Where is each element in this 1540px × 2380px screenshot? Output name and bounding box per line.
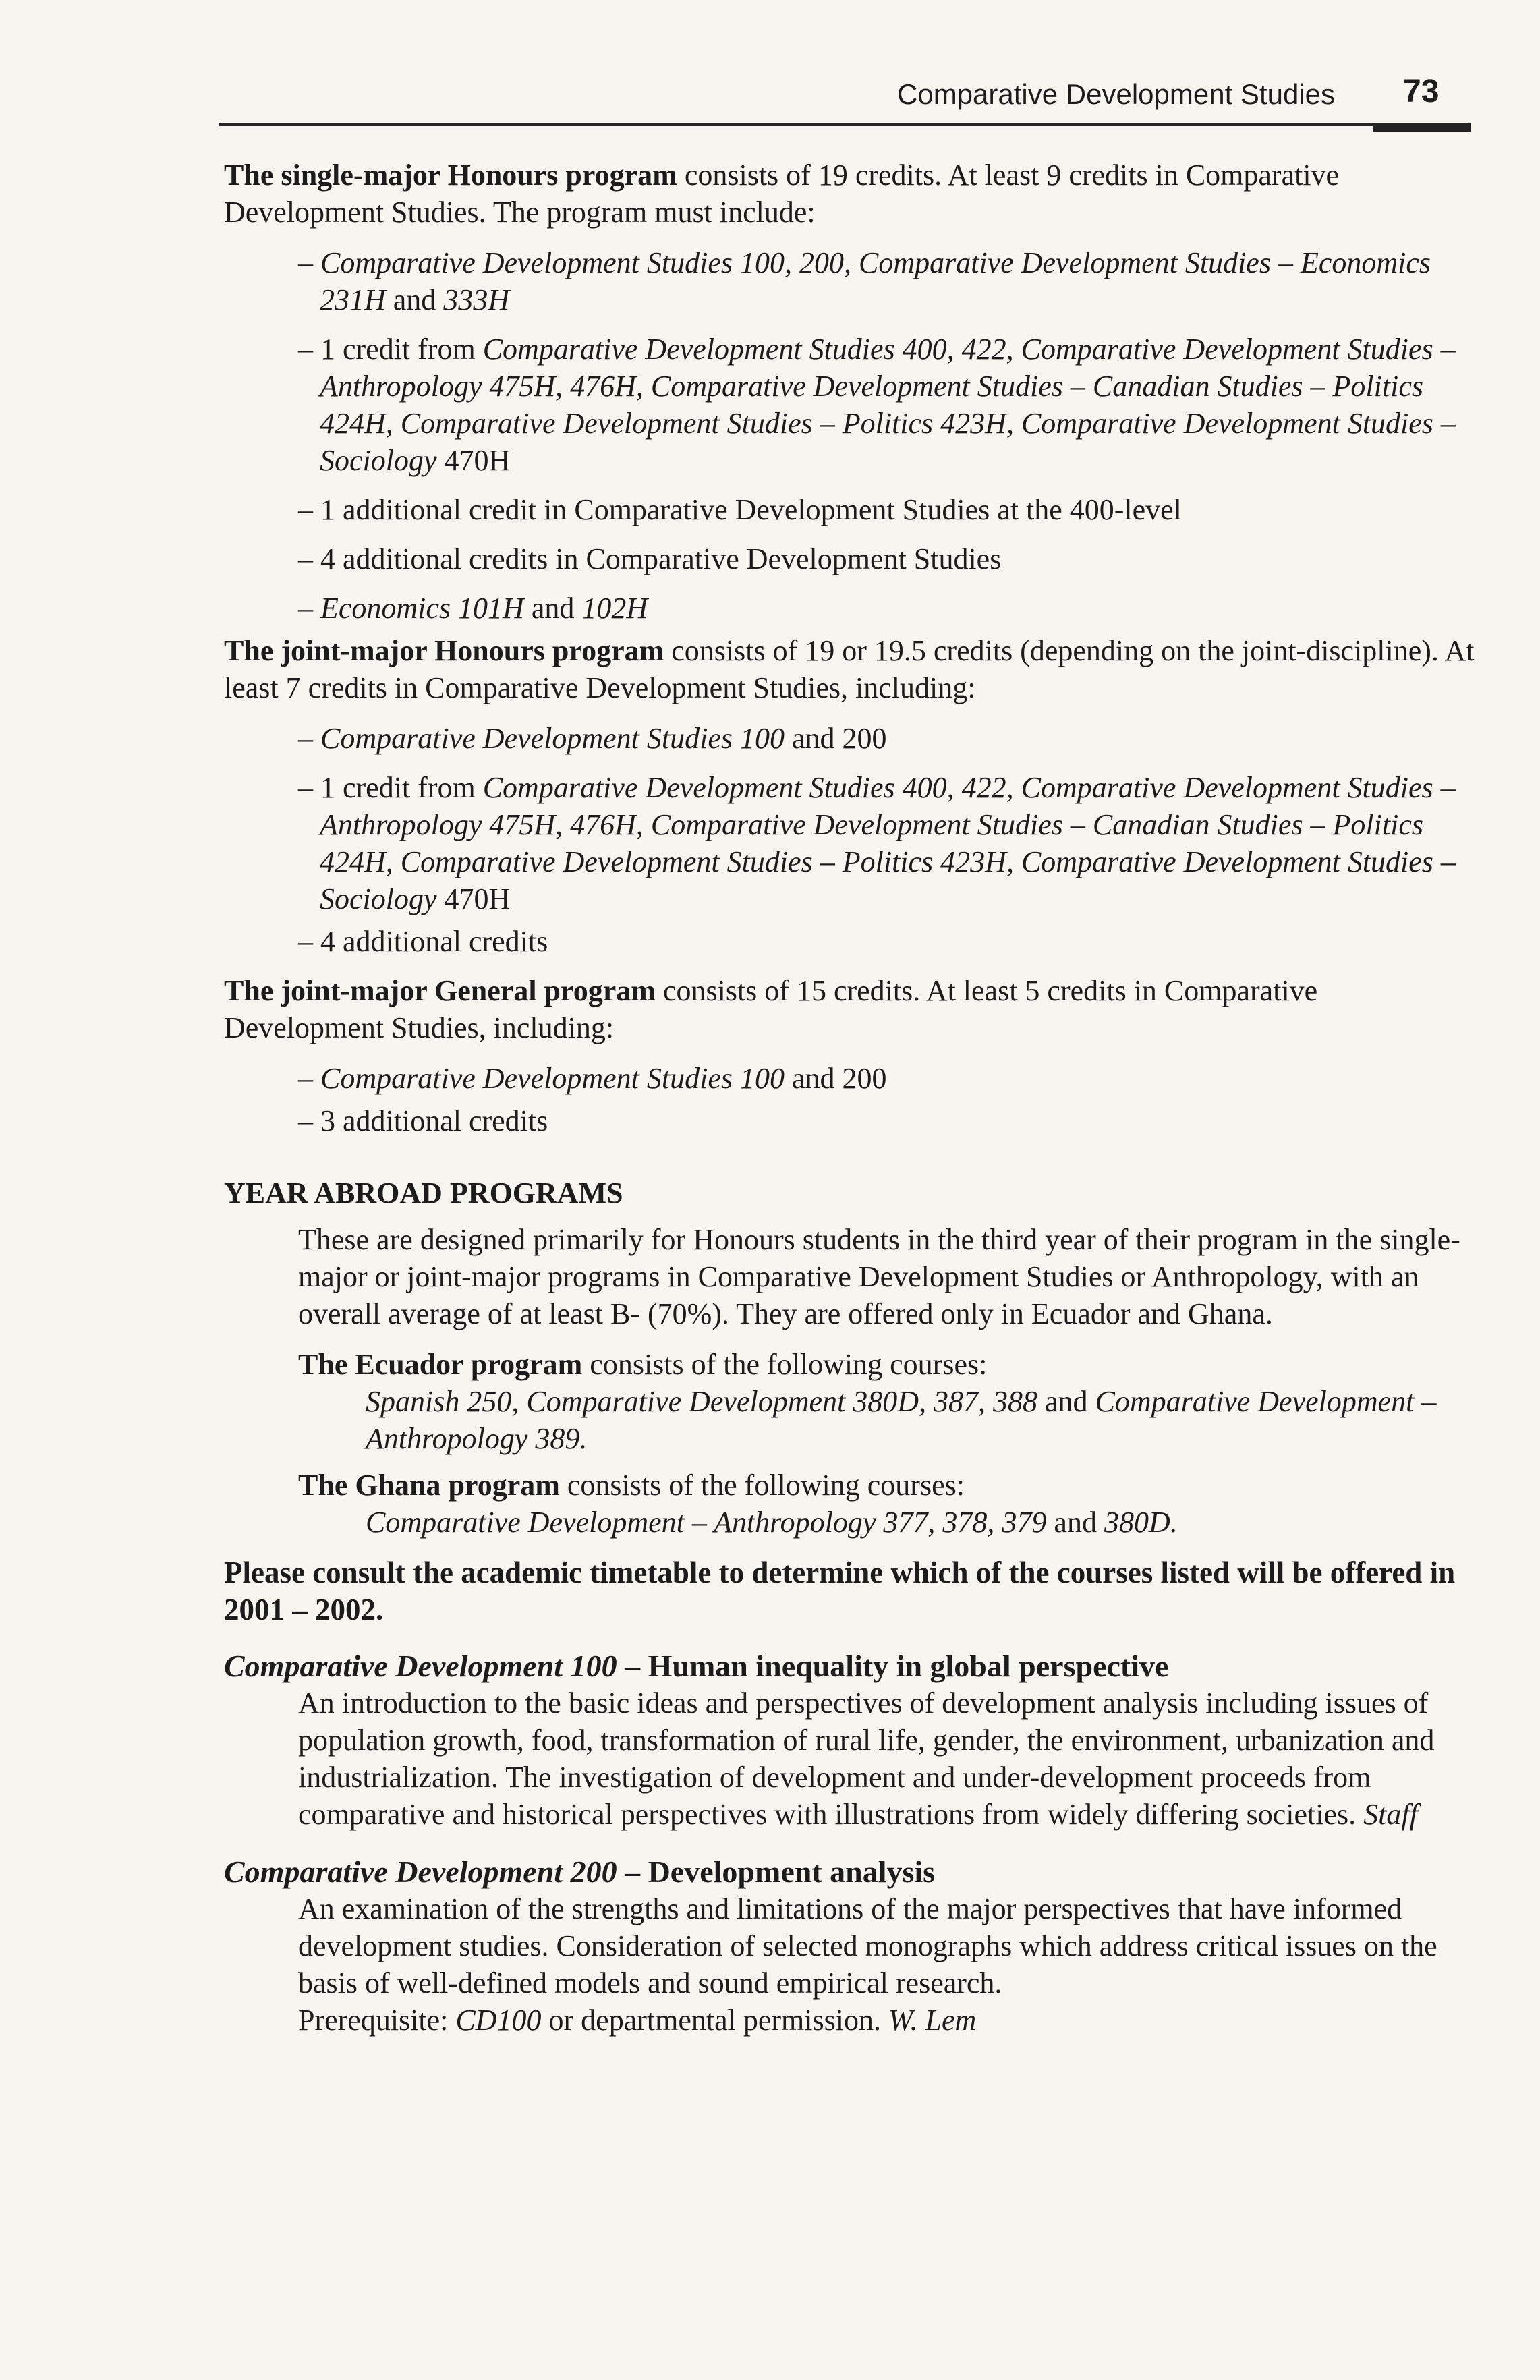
joint-major-general-text: consists of 15 credits. At least 5 credits in Comparative Development Studies, including:: [224, 974, 1318, 1044]
list-item: – Comparative Development Studies 100 and 200: [298, 722, 887, 755]
list-item: – 3 additional credits: [298, 1104, 548, 1137]
joint-major-general-requirements: [298, 1060, 1479, 1139]
course-instructor: W. Lem: [888, 2004, 977, 2037]
list-item: – Comparative Development Studies 100, 200, Comparative Development Studies – Economics 231H and 333H: [298, 246, 1431, 316]
joint-major-honours-paragraph: [224, 632, 1479, 706]
course-instructor: Staff: [1363, 1798, 1418, 1831]
section-heading: YEAR ABROAD PROGRAMS: [224, 1177, 623, 1210]
joint-major-honours-lead: The joint-major Honours program: [224, 634, 664, 667]
course-title: Comparative Development 200 – Development analysis: [224, 1854, 936, 1889]
list-item: – 1 credit from Comparative Development Studies 400, 422, Comparative Development Studies – Anthropology 475H, 476H, Comparative Development Studies – Canadian Studies – Politics 424H, Comparative Development Studies – Politics 423H, Comparative Development Studies – Sociology 470H: [298, 333, 1456, 477]
list-item: – Economics 101H and 102H: [298, 592, 648, 625]
joint-major-general-paragraph: [224, 972, 1479, 1046]
single-major-paragraph: [224, 157, 1479, 231]
header-rule: [219, 123, 1471, 126]
ghana-courses: Comparative Development – Anthropology 377, 378, 379 and 380D.: [366, 1506, 1178, 1539]
page-body: [224, 157, 1479, 2052]
header-rule-mark: [1373, 125, 1471, 132]
course-entry: [224, 1853, 1479, 2039]
ghana-program: The Ghana program consists of the following courses:: [298, 1469, 965, 1502]
page-number: 73: [1403, 74, 1439, 109]
list-item: – 4 additional credits: [298, 925, 548, 958]
course-description: An introduction to the basic ideas and perspectives of development analysis including issues of population growth, food, transformation of rural life, gender, the environment, urbanization and industrialization. The investigation of development and under-development proceeds from comparative and historical perspectives with illustrations from widely differing societies. Staff: [298, 1687, 1435, 1831]
running-head: Comparative Development Studies: [897, 78, 1335, 110]
joint-major-general-lead: The joint-major General program: [224, 974, 656, 1007]
list-item: – 4 additional credits in Comparative Development Studies: [298, 542, 1002, 575]
ecuador-courses: Spanish 250, Comparative Development 380D, 387, 388 and Comparative Development – Anthropology 389.: [366, 1385, 1437, 1455]
joint-major-honours-text: consists of 19 or 19.5 credits (depending on the joint-discipline). At least 7 credits in Comparative Development Studies, including:: [224, 634, 1475, 704]
course-title: Comparative Development 100 – Human inequality in global perspective: [224, 1649, 1169, 1683]
timetable-notice: Please consult the academic timetable to determine which of the courses listed will be offered in 2001 – 2002.: [224, 1556, 1456, 1626]
year-abroad-intro: These are designed primarily for Honours students in the third year of their program in the single-major or joint-major programs in Comparative Development Studies or Anthropology, with an overall average of at least B- (70%). They are offered only in Ecuador and Ghana.: [298, 1223, 1460, 1330]
course-entry: [224, 1647, 1479, 1833]
list-item: – 1 credit from Comparative Development Studies 400, 422, Comparative Development Studies – Anthropology 475H, 476H, Comparative Development Studies – Canadian Studies – Politics 424H, Comparative Development Studies – Politics 423H, Comparative Development Studies – Sociology 470H: [298, 771, 1456, 915]
single-major-requirements: [298, 244, 1479, 627]
list-item: – 1 additional credit in Comparative Development Studies at the 400-level: [298, 493, 1182, 526]
joint-major-honours-requirements: [298, 720, 1479, 960]
single-major-lead: The single-major Honours program: [224, 159, 677, 192]
single-major-text: consists of 19 credits. At least 9 credits in Comparative Development Studies. The program must include:: [224, 159, 1340, 229]
ecuador-program: The Ecuador program consists of the following courses:: [298, 1348, 988, 1381]
course-description: An examination of the strengths and limitations of the major perspectives that have informed development studies. Consideration of selected monographs which address critical issues on the basis of well-defined models and sound empirical research. Prerequisite: CD100 or departmental permission. W. Lem: [298, 1892, 1437, 2037]
list-item: – Comparative Development Studies 100 and 200: [298, 1062, 887, 1095]
